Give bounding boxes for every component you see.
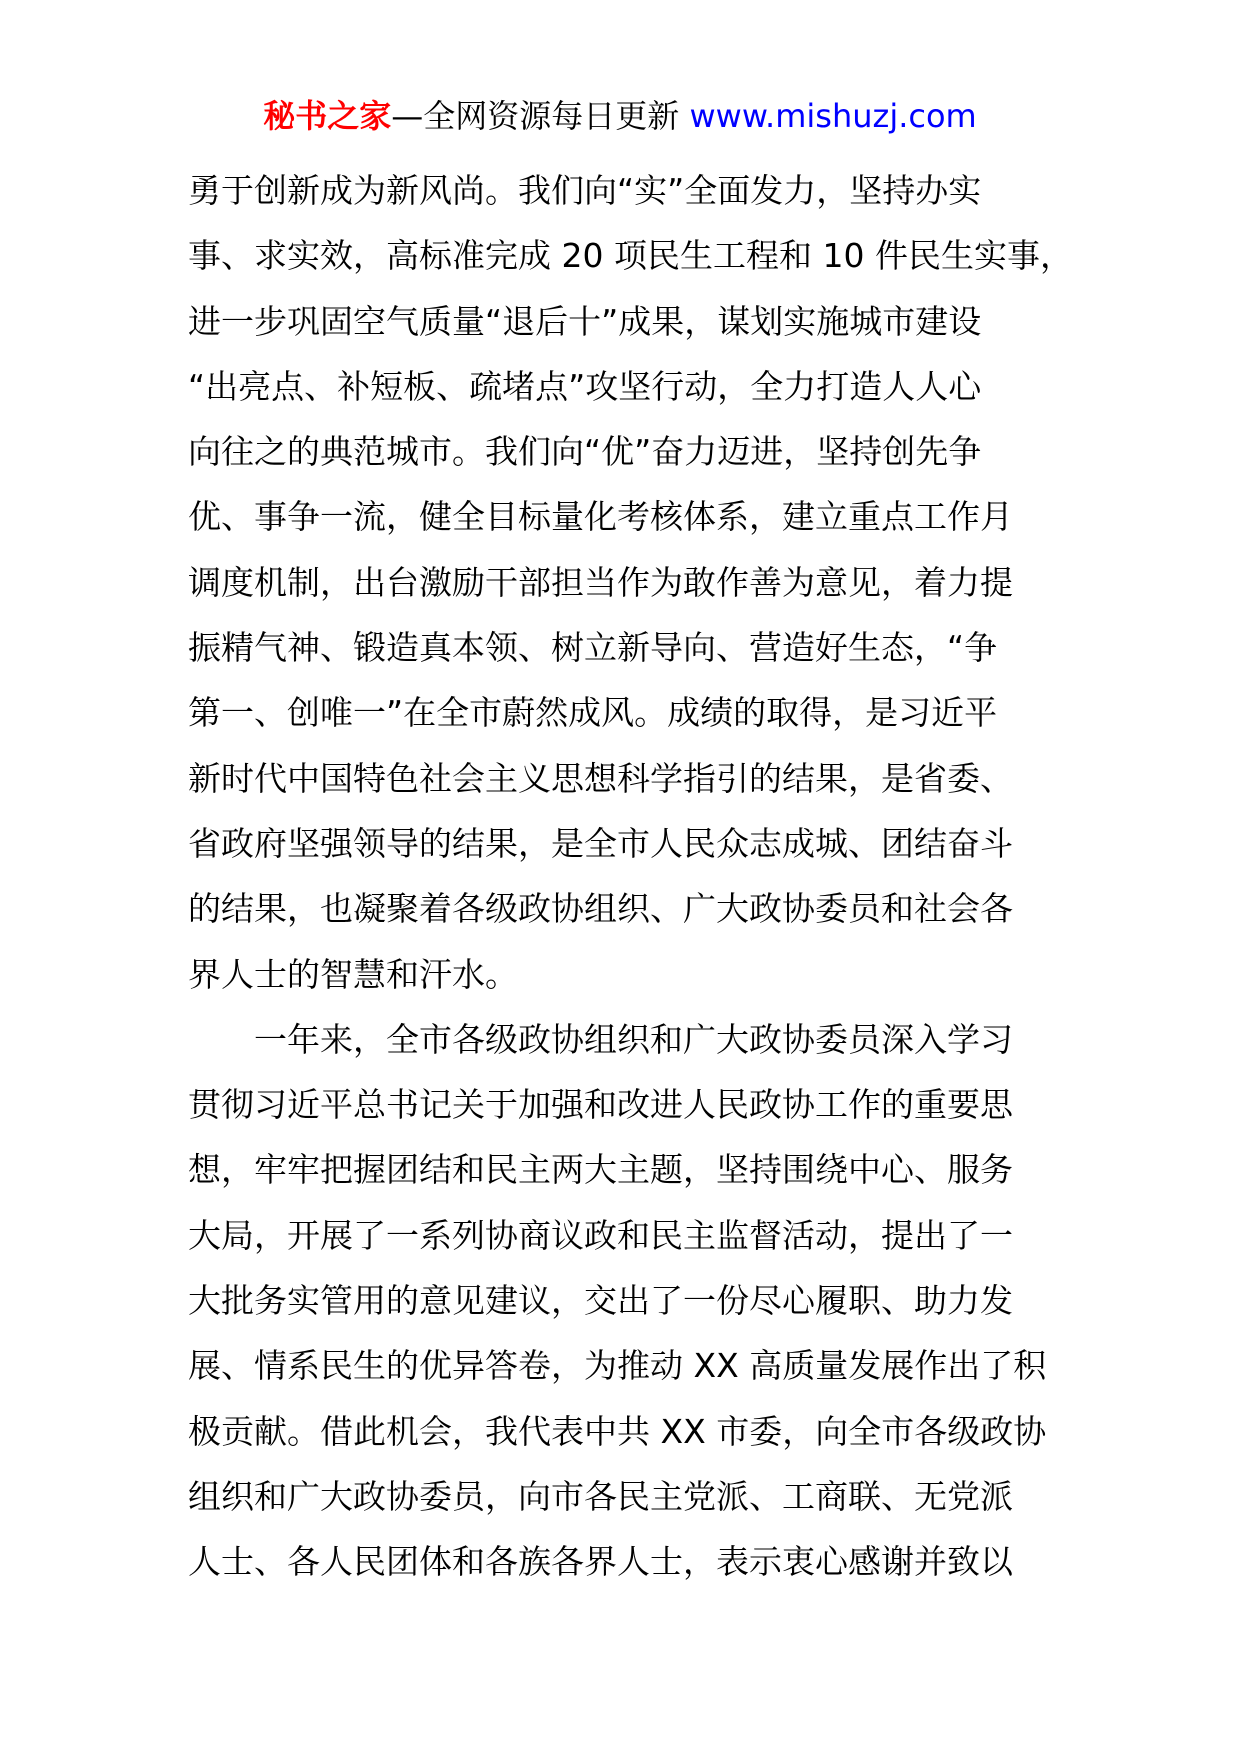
text-line: 人士、各人民团体和各族各界人士，表示衷心感谢并致以 [188, 1542, 1013, 1582]
header-tagline: —全网资源每日更新 [391, 97, 680, 135]
document-body [188, 158, 1073, 1595]
text-line: 调度机制，出台激励干部担当作为敢作善为意见，着力提 [188, 562, 1013, 602]
text-line: 第一、创唯一”在全市蔚然成风。成绩的取得，是习近平 [188, 693, 998, 733]
text-line: 优、事争一流，健全目标量化考核体系，建立重点工作月 [188, 497, 1013, 537]
text-line: 进一步巩固空气质量“退后十”成果，谋划实施城市建设 [188, 301, 982, 341]
text-line: 事、求实效，高标准完成 20 项民生工程和 10 件民生实事， [188, 236, 1073, 276]
text-line: 贯彻习近平总书记关于加强和改进人民政协工作的重要思 [188, 1085, 1013, 1125]
text-line: 极贡献。借此机会，我代表中共 XX 市委，向全市各级政协 [188, 1411, 1047, 1451]
text-line: 大局，开展了一系列协商议政和民主监督活动，提出了一 [188, 1215, 1013, 1255]
text-line: 界人士的智慧和汗水。 [188, 954, 518, 994]
paragraph-first-line: 一年来，全市各级政协组织和广大政协委员深入学习 [254, 1019, 1013, 1059]
text-line: 振精气神、锻造真本领、树立新导向、营造好生态，“争 [188, 628, 998, 668]
text-line: 向往之的典范城市。我们向“优”奋力迈进，坚持创先争 [188, 432, 982, 472]
page-header [0, 96, 1240, 136]
text-line: 省政府坚强领导的结果，是全市人民众志成城、团结奋斗 [188, 823, 1013, 863]
site-url-link[interactable]: www.mishuzj.com [689, 97, 977, 135]
text-line: 展、情系民生的优异答卷，为推动 XX 高质量发展作出了积 [188, 1346, 1047, 1386]
text-line: 的结果，也凝聚着各级政协组织、广大政协委员和社会各 [188, 889, 1013, 929]
text-line: 想，牢牢把握团结和民主两大主题，坚持围绕中心、服务 [188, 1150, 1013, 1190]
text-line: 勇于创新成为新风尚。我们向“实”全面发力，坚持办实 [188, 171, 982, 210]
brand-name: 秘书之家 [263, 97, 392, 135]
text-line: “出亮点、补短板、疏堵点”攻坚行动，全力打造人人心 [188, 366, 982, 406]
text-line: 大批务实管用的意见建议，交出了一份尽心履职、助力发 [188, 1281, 1013, 1321]
text-line: 组织和广大政协委员，向市各民主党派、工商联、无党派 [188, 1476, 1013, 1516]
text-line: 新时代中国特色社会主义思想科学指引的结果，是省委、 [188, 758, 1013, 798]
